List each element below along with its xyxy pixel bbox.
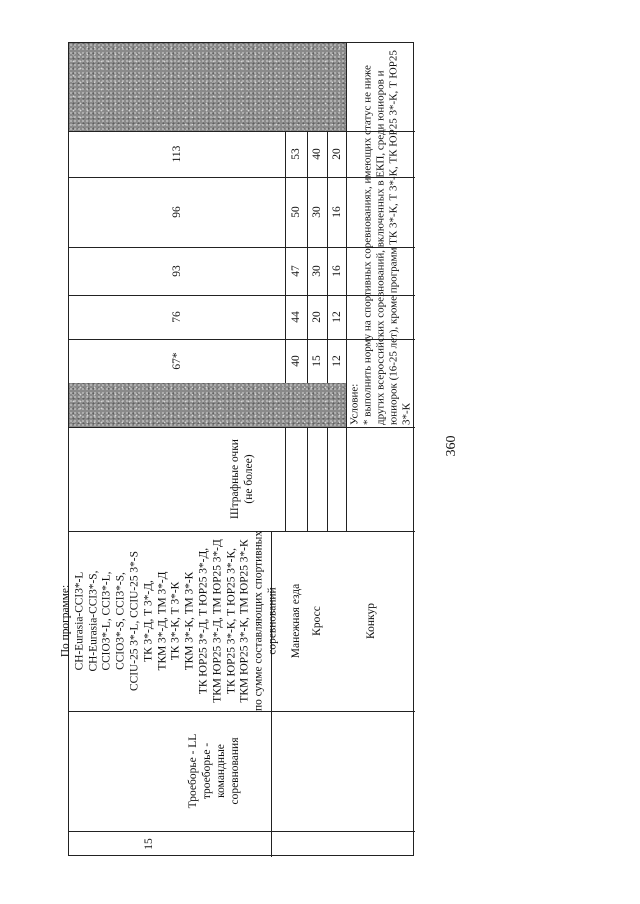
program-line: соревнований (266, 587, 279, 655)
rotated-norms-table (59, 42, 414, 856)
dressage-cell (285, 247, 307, 295)
dressage-cell (285, 131, 307, 177)
criterion-line: Штрафные очки (229, 439, 241, 519)
subrow-label: Конкур (365, 603, 377, 639)
subrow-cross (307, 531, 327, 711)
discipline-line: Троеборье - LL (187, 733, 200, 809)
cross-value: 30 (311, 206, 323, 218)
subrow-dressage (285, 531, 307, 711)
dressage-cell (285, 339, 307, 383)
total-cell (69, 339, 285, 383)
cross-value: 20 (311, 311, 323, 323)
program-line: CCIU-25 3*-L, CCIU-25 3*-S (128, 551, 141, 691)
dressage-value: 53 (290, 148, 302, 160)
jumping-cell (327, 131, 346, 177)
program-line: CCIO3*-L, CCI3*-L, (101, 571, 114, 671)
cross-value: 15 (311, 355, 323, 367)
program-line: ТКМ ЮР25 3*-Д, ТМ ЮР25 3*-Д (211, 539, 224, 703)
cross-cell (307, 247, 327, 295)
condition-text: * выполнить норму на спортивных соревнованиях, имеющих статус не ниже других всероссийских соревнований, включенных в ЕКП, среди юниоров и юниорок (16-25 лет), кроме программ ТК 3*-К, Т 3*-К, ТК ЮР25 3*-К, Т ЮР25 3*-К (361, 50, 412, 425)
cross-cell (307, 177, 327, 247)
total-cell (69, 247, 285, 295)
row-number: 15 (142, 838, 155, 850)
page-number: 360 (444, 435, 459, 457)
criterion-line: (не более) (243, 454, 255, 504)
program-line: По программе: (59, 584, 72, 658)
jumping-cell (327, 177, 346, 247)
cross-value: 40 (311, 148, 323, 160)
program-line: по сумме составляющих спортивных (252, 530, 265, 712)
total-cell (69, 131, 285, 177)
program-line: ТК ЮР25 3*-К, Т ЮР25 3*-К, (225, 548, 238, 694)
program-line: ТКМ 3*-К, ТМ 3*-К (183, 571, 196, 671)
subrow-jumping (327, 531, 415, 711)
program-line: ТК 3*-К, Т 3*-К (170, 581, 182, 661)
jumping-value: 12 (330, 311, 343, 323)
total-value: 96 (171, 206, 183, 218)
total-value: 76 (171, 311, 183, 323)
shaded-column (69, 43, 346, 131)
discipline-cell (69, 711, 415, 831)
total-value: 67* (171, 352, 183, 370)
dressage-value: 47 (290, 265, 302, 277)
subrow-label: Манежная езда (290, 583, 302, 659)
jumping-value: 12 (330, 355, 343, 367)
cross-cell (307, 295, 327, 339)
total-cell (69, 177, 285, 247)
dressage-value: 50 (290, 206, 302, 218)
subrow-label: Кросс (311, 606, 323, 636)
discipline-line: троеборье - (201, 742, 214, 800)
dressage-value: 44 (290, 311, 302, 323)
program-line: CH-Eurasia-CCI3*-L (73, 571, 86, 671)
jumping-cell (327, 247, 346, 295)
total-value: 93 (171, 265, 183, 277)
program-line: CH-Eurasia-CCI3*-S, (87, 570, 100, 672)
cross-value: 30 (311, 265, 323, 277)
discipline-line: соревнования (229, 737, 242, 805)
program-line: ТКМ 3*-Д, ТМ 3*-Д (156, 571, 169, 671)
jumping-cell (327, 339, 346, 383)
shaded-column (69, 383, 346, 427)
dressage-value: 40 (290, 355, 302, 367)
jumping-value: 16 (330, 265, 343, 277)
program-line: ТКМ ЮР25 3*-К, ТМ ЮР25 3*-К (238, 539, 251, 703)
cross-cell (307, 339, 327, 383)
condition-block (346, 43, 415, 427)
program-line: ТК 3*-Д, Т 3*-Д, (142, 580, 155, 662)
total-value: 113 (171, 145, 183, 163)
total-cell (69, 295, 285, 339)
jumping-value: 20 (330, 148, 343, 160)
dressage-cell (285, 295, 307, 339)
program-line: ТК ЮР25 3*-Д, Т ЮР25 3*-Д, (197, 547, 210, 695)
jumping-cell (327, 295, 346, 339)
condition-title: Условие: (348, 383, 360, 425)
program-line: CCIO3*-S, CCI3*-S, (114, 572, 127, 670)
program-list-cell (59, 530, 279, 712)
dressage-cell (285, 177, 307, 247)
cross-cell (307, 131, 327, 177)
discipline-line: командные (215, 744, 228, 798)
jumping-value: 16 (330, 206, 343, 218)
row-number-cell (69, 831, 415, 857)
